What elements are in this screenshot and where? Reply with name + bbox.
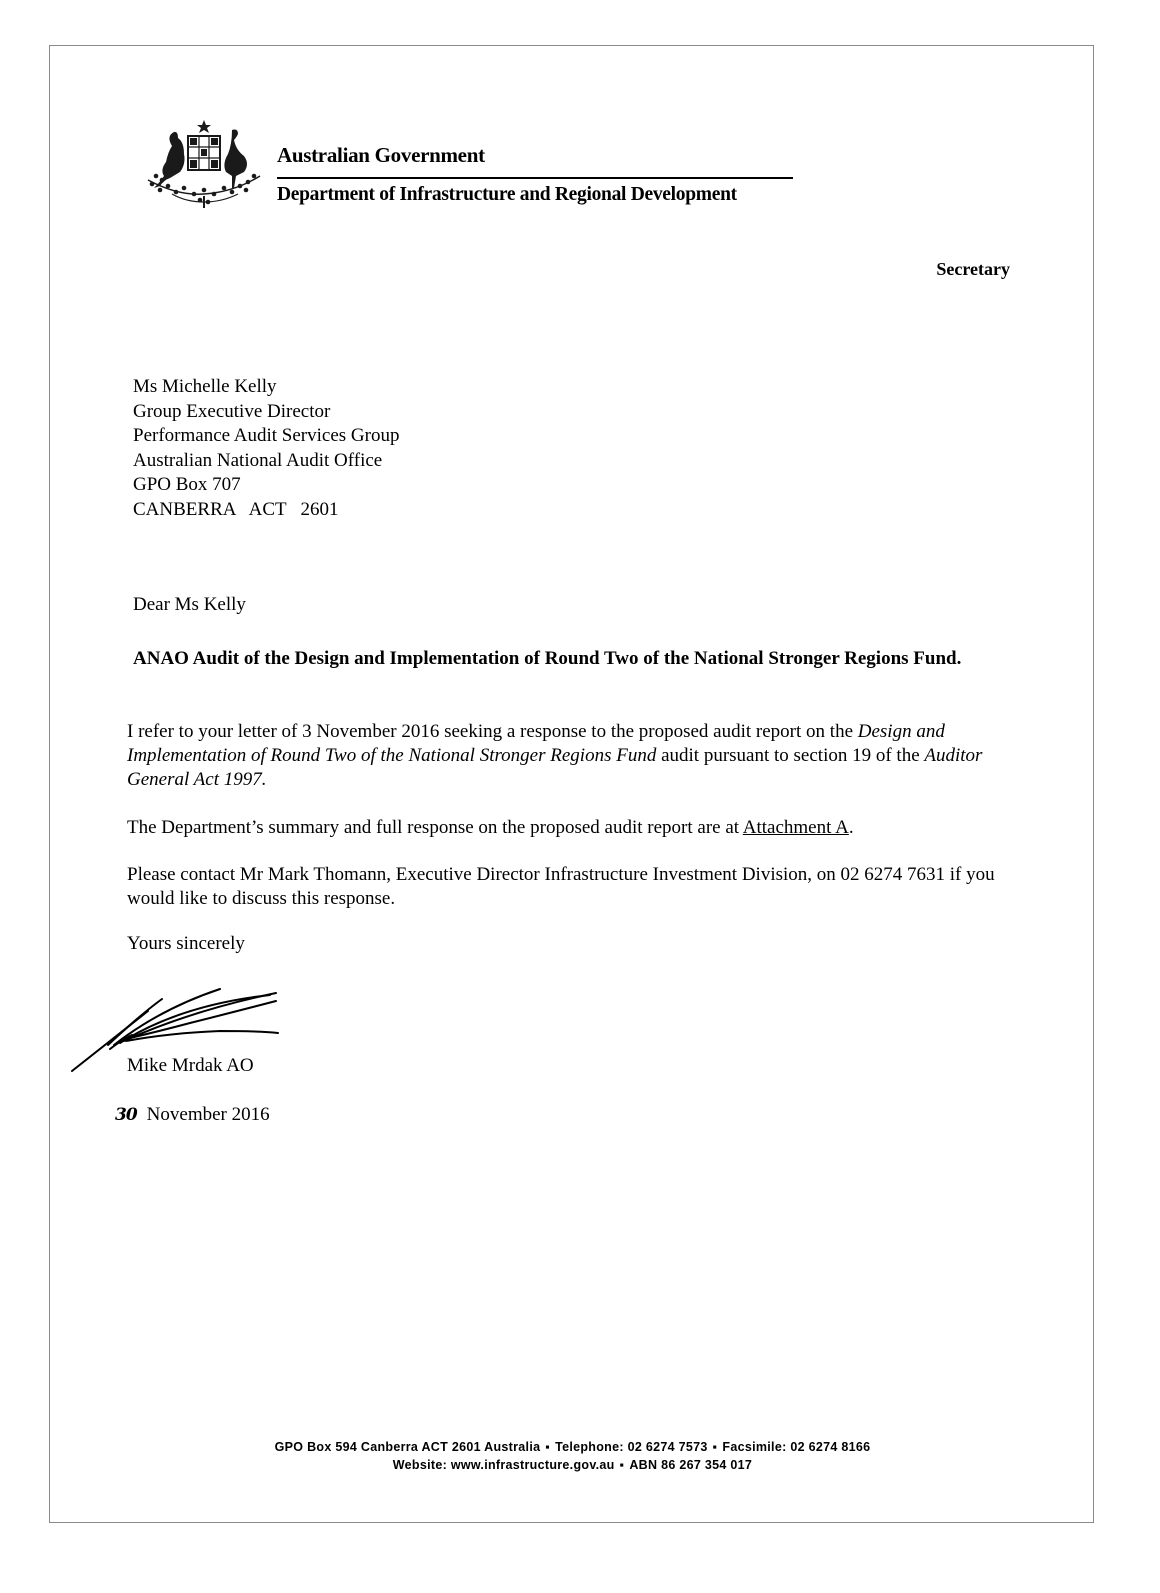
address-line: Ms Michelle Kelly [133,376,277,397]
government-name: Australian Government [277,143,485,167]
footer-separator: ▪ [712,1440,718,1454]
address-line: Australian National Audit Office [133,449,383,471]
p1-text: audit pursuant to section 19 of the [656,745,925,766]
address-line: Group Executive Director [133,400,331,422]
p1-act-title: Auditor General Act 1997. [127,745,983,790]
coat-of-arms-icon [142,118,264,210]
signatory-name: Mike Mrdak AO [127,1055,254,1076]
body-paragraph-3: Please contact Mr Mark Thomann, Executive Director Infrastructure Investment Division, on 02 6274 7631 if you would like to discuss this response. [127,864,995,909]
footer-separator: ▪ [619,1458,625,1472]
letter-subject: ANAO Audit of the Design and Implementation of Round Two of the National Stronger Regions Fund. [133,648,962,669]
p2-text: . [848,817,854,838]
letter-footer [50,1438,1095,1474]
footer-postal: GPO Box 594 Canberra ACT 2601 Australia [274,1440,541,1454]
footer-line-2 [50,1456,1095,1474]
footer-website: Website: www.infrastructure.gov.au [392,1458,615,1472]
date-day-handwritten: 30 [115,1105,137,1125]
p1-text: I refer to your letter of 3 November 2016 seeking a response to the proposed audit report on the [127,721,858,742]
address-line: GPO Box 707 [133,474,241,496]
footer-separator: ▪ [545,1440,551,1454]
footer-telephone: Telephone: 02 6274 7573 [555,1440,708,1454]
p1-report-title: Design and Implementation of Round Two of the National Stronger Regions Fund [127,721,945,766]
salutation: Dear Ms Kelly [133,594,246,615]
address-line: Performance Audit Services Group [133,425,400,447]
body-paragraph-1 [127,720,1012,792]
footer-facsimile: Facsimile: 02 6274 8166 [722,1440,871,1454]
recipient-address [133,375,399,523]
footer-line-1 [50,1438,1095,1456]
address-line: CANBERRA ACT 2601 [133,498,339,520]
sender-office: Secretary [936,259,1010,279]
closing: Yours sincerely [127,933,245,954]
department-name: Department of Infrastructure and Regional Development [277,184,737,205]
date-month-year: November 2016 [146,1104,270,1125]
attachment-reference: Attachment A [742,817,849,838]
letterhead-divider [277,177,793,179]
footer-abn: ABN 86 267 354 017 [629,1458,753,1472]
p2-text: The Department’s summary and full response on the proposed audit report are at [127,817,743,838]
body-paragraph-2 [127,816,1012,840]
letter-date [115,1104,270,1126]
